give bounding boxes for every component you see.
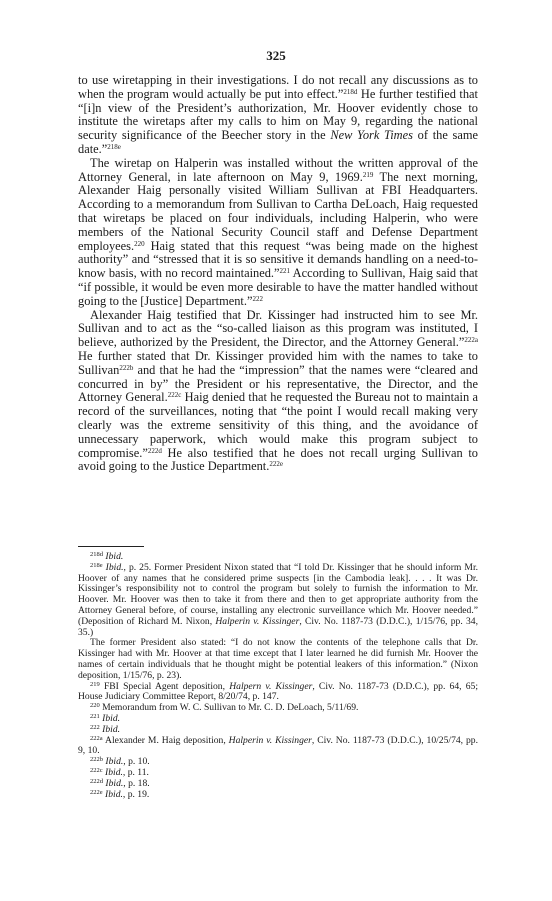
italic-text: Ibid. — [105, 777, 124, 789]
text-run: He further stated that Dr. Kissinger provided him with the names to take to Sullivan — [78, 348, 478, 377]
text-run: The former President also stated: “I do not know the contents of the telephone calls that Dr. Kissinger had with Mr. Hoover at that time except that I later learned he did furnish Mr. Hoover the names of certain individuals that he thought might be potential leakers of this information.” (Nixon deposition, 1/15/76, p. 23). — [78, 637, 478, 681]
body-paragraph — [78, 309, 478, 475]
footnote — [78, 563, 478, 639]
footnote — [78, 790, 478, 801]
footnote-reference: 218d — [90, 551, 103, 558]
footnote-reference: 221 — [90, 712, 100, 720]
text-run: of the same date.” — [78, 128, 479, 156]
footnote-reference: 222e — [90, 788, 103, 796]
text-run: , p. 10. — [123, 756, 150, 768]
italic-text: Ibid. — [105, 551, 124, 562]
footnote — [78, 714, 478, 725]
footnote-reference: 222a — [464, 336, 478, 345]
italic-text: Ibid. — [102, 723, 121, 735]
footnote — [78, 638, 478, 681]
footnote-reference: 221 — [279, 267, 291, 276]
italic-text: Halperin v. Kissinger — [228, 734, 312, 746]
text-run: Haig denied that he requested the Bureau not to maintain a record of the surveillances, noting that “the point I would recall making very clearly was the extreme sensitivity of this thing, and the avoidance of unnecessary paperwork, which would make this program subject to compromise.” — [78, 390, 478, 460]
text-run: , Civ. No. 1187-73 (D.D.C.), pp. 64, 65; House Judiciary Committee Report, 8/20/74, p. 147. — [78, 680, 478, 703]
footnote-reference: 222 — [252, 294, 263, 303]
footnote-reference: 222b — [90, 756, 103, 764]
footnote — [78, 736, 478, 758]
italic-text: Ibid. — [102, 712, 121, 724]
footnote-reference: 219 — [362, 170, 374, 179]
footnote-reference: 218d — [343, 87, 358, 96]
text-run: , p. 25. Former President Nixon stated that “I told Dr. Kissinger that he should inform Mr. Hoover of any names that he considered prime suspects [in the Cambodia leak]. . . . It was Dr. Kissinger’s responsibility not to control the program but solely to furnish the information to Mr. Hoover. Mr. Hoover was then to take it from there and then to get appropriate authority from the Attorney General before, of course, installing any electronic surveillance which Mr. Hoover needed.” (Deposition of Richard M. Nixon, — [78, 561, 479, 627]
text-run: , p. 11. — [122, 766, 149, 778]
text-run: The wiretap on Halperin was installed without the written approval of the Attorney General, in late afternoon on May 9, 1969. — [78, 155, 478, 184]
text-run: , p. 19. — [122, 788, 150, 800]
footnote-reference: 222a — [90, 734, 103, 742]
page-number: 325 — [266, 48, 286, 63]
text-run: According to Sullivan, Haig said that “if possible, it would be even more desirable to have the matter handled without going to the [Justice] Department.” — [78, 266, 478, 308]
text-run: , p. 18. — [123, 777, 150, 789]
italic-text: Halpern v. Kissinger — [229, 680, 313, 692]
body-paragraph — [78, 157, 478, 309]
footnotes — [78, 552, 478, 800]
footnote-reference: 222b — [119, 363, 134, 372]
italic-text: Ibid. — [105, 561, 124, 573]
text-run: , Civ. No. 1187-73 (D.D.C.), 10/25/74, pp. 9, 10. — [78, 734, 478, 757]
text-run: to use wiretapping in their investigations. I do not recall any discussions as to when the program would actually be put into effect.” — [78, 73, 478, 101]
footnote-reference: 218e — [107, 142, 121, 151]
text-run: , Civ. No. 1187-73 (D.D.C.), 1/15/76, pp. 34, 35.) — [78, 615, 478, 638]
italic-text: Ibid. — [105, 756, 124, 768]
italic-text: Halperin v. Kissinger — [215, 615, 300, 627]
italic-text: Ibid. — [105, 788, 123, 800]
text-run: The next morning, Alexander Haig personally visited William Sullivan at FBI Headquarters. According to a memorandum from Sullivan to Cartha DeLoach, Haig requested that wiretaps be placed on four individuals, including Halperin, who were members of the National Security Council staff and Defense Department employees. — [78, 169, 478, 253]
text-run: Alexander M. Haig deposition, — [102, 734, 229, 746]
footnote-reference: 220 — [90, 702, 100, 710]
text-run: He further testified that “[i]n view of the President’s authorization, Mr. Hoover evidently chose to institute the wiretaps after my calls to him on May 9, regarding the national security significance of the Beecher story in the — [78, 86, 479, 143]
footnote-reference: 218e — [90, 561, 103, 569]
footnote-reference: 222d — [90, 777, 103, 785]
text-run: He also testified that he does not recall urging Sullivan to avoid going to the Justice Department. — [78, 445, 478, 474]
footnote-reference: 222e — [269, 460, 283, 469]
body-paragraph — [78, 74, 478, 157]
body-text — [78, 74, 478, 474]
text-run: Haig stated that this request “was being made on the highest authority” and “stressed that it is so sensitive it demands handling on a need-to-know basis, with no record maintained.” — [78, 238, 478, 281]
footnote-reference: 222c — [90, 766, 103, 774]
italic-text: Ibid. — [105, 766, 123, 778]
text-run: FBI Special Agent deposition, — [99, 680, 230, 692]
footnote-reference: 222c — [167, 391, 182, 400]
footnote-reference: 222 — [90, 723, 100, 731]
footnote-reference: 222d — [147, 446, 162, 455]
text-run: Alexander Haig testified that Dr. Kissinger had instructed him to see Mr. Sullivan and to act as the “so-called liaison as this program was instituted, I believe, authorized by the President, the Director, and the Attorney General.” — [78, 307, 478, 350]
text-run: and that he had the “impression” that the names were “cleared and concurred in by” the President or his representative, the Director, and the Attorney General. — [78, 362, 478, 405]
footnote — [78, 703, 478, 714]
italic-text: New York Times — [330, 128, 413, 143]
footnote-divider — [78, 546, 144, 547]
text-run: Memorandum from W. C. Sullivan to Mr. C. D. DeLoach, 5/11/69. — [99, 702, 359, 714]
footnote-reference: 219 — [90, 680, 100, 688]
footnote — [78, 682, 478, 704]
footnote-reference: 220 — [134, 239, 145, 248]
